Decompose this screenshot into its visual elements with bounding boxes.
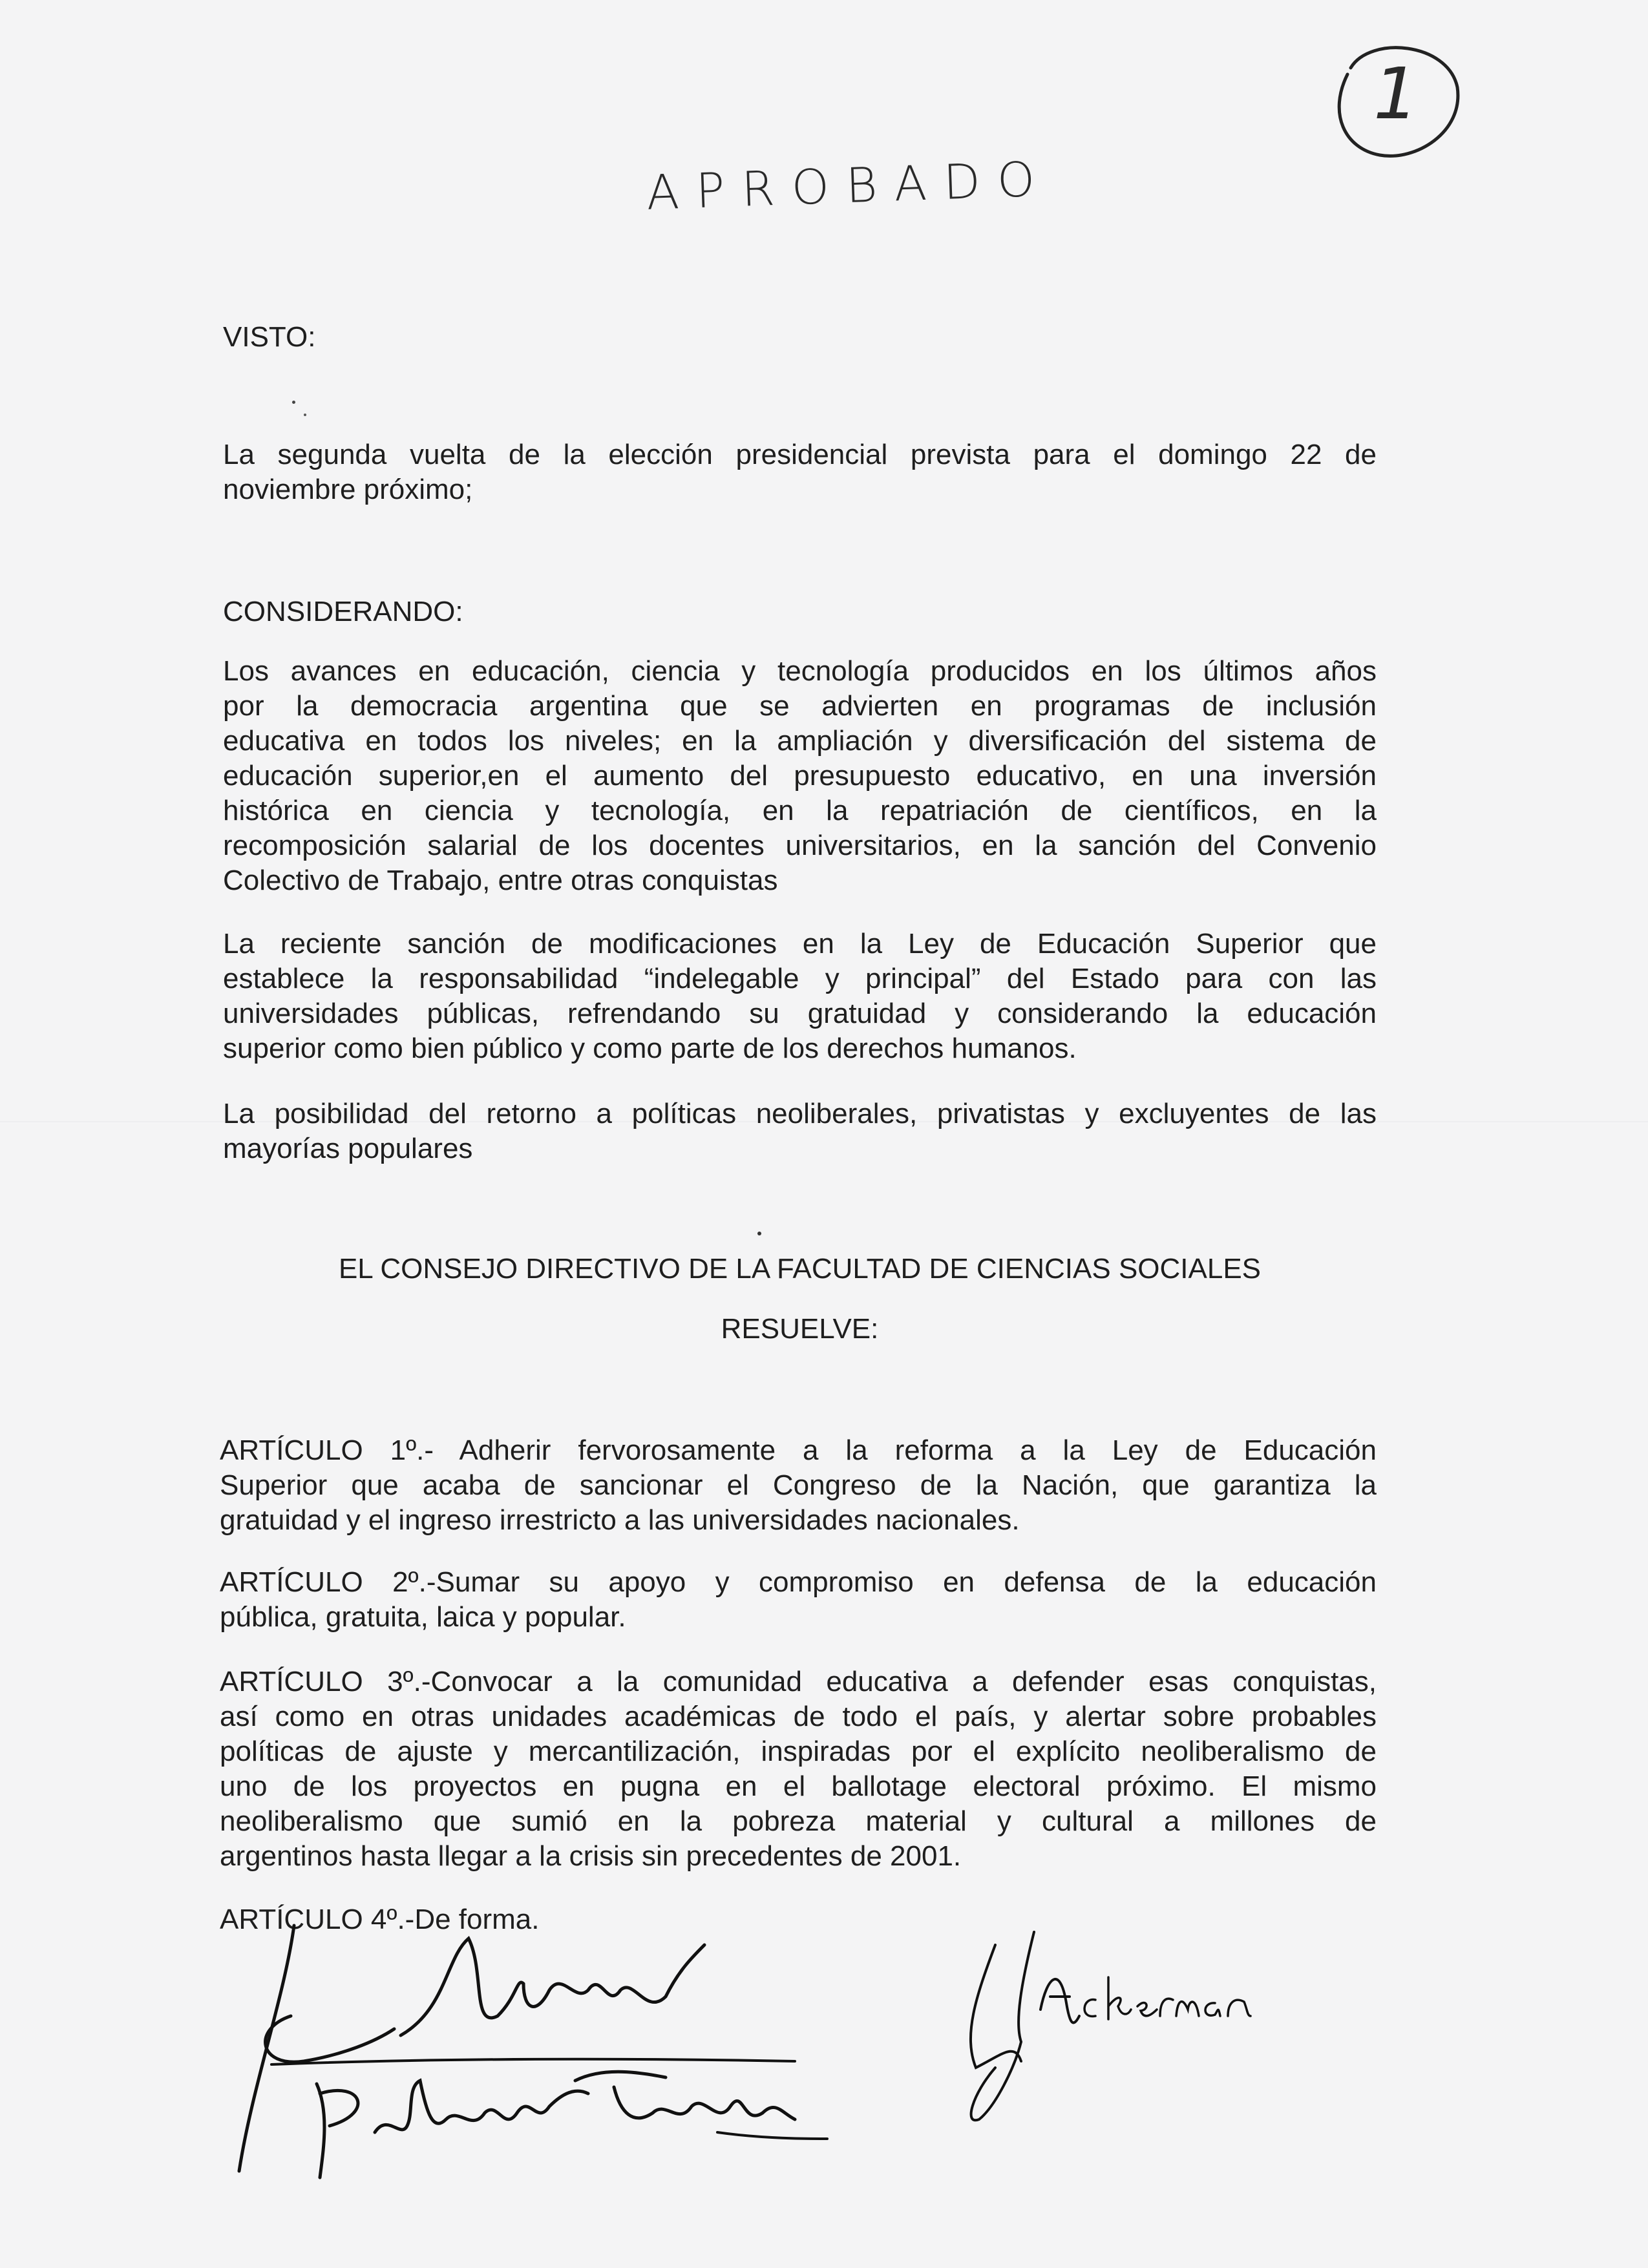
page-number: 1 — [1373, 52, 1419, 135]
considerando-line: histórica en ciencia y tecnología, en la repatriación de científicos, en la — [223, 795, 1377, 826]
article-line: ARTÍCULO 4º.-De forma. — [220, 1904, 540, 1935]
considerando-line: educación superior,en el aumento del presupuesto educativo, en una inversión — [223, 760, 1377, 792]
stray-mark — [757, 1232, 761, 1235]
considerando-line: recomposición salarial de los docentes universitarios, en la sanción del Convenio — [223, 830, 1377, 861]
stray-mark — [292, 401, 295, 404]
approved-stamp: APROBADO — [645, 151, 1053, 221]
considerando-line: La posibilidad del retorno a políticas neoliberales, privatistas y excluyentes de las — [223, 1098, 1377, 1129]
article-line: políticas de ajuste y mercantilización, inspiradas por el explícito neoliberalismo de — [220, 1736, 1377, 1767]
considerando-line: educativa en todos los niveles; en la ampliación y diversificación del sistema de — [223, 725, 1377, 757]
council-heading: EL CONSEJO DIRECTIVO DE LA FACULTAD DE CIENCIAS SOCIALES — [338, 1253, 1262, 1285]
considerando-line: superior como bien público y como parte de los derechos humanos. — [223, 1033, 1077, 1064]
stray-mark — [304, 414, 306, 416]
article-line: pública, gratuita, laica y popular. — [220, 1601, 626, 1633]
visto-heading: VISTO: — [223, 321, 316, 353]
signature-left — [213, 1919, 860, 2190]
considerando-line: universidades públicas, refrendando su gratuidad y considerando la educación — [223, 998, 1377, 1029]
considerando-line: establece la responsabilidad “indelegable y principal” del Estado para con las — [223, 963, 1377, 994]
article-line: argentinos hasta llegar a la crisis sin precedentes de 2001. — [220, 1840, 962, 1872]
article-line: así como en otras unidades académicas de todo el país, y alertar sobre probables — [220, 1701, 1377, 1732]
considerando-line: La reciente sanción de modificaciones en la Ley de Educación Superior que — [223, 928, 1377, 960]
considerando-line: Colectivo de Trabajo, entre otras conquistas — [223, 865, 778, 896]
article-line: gratuidad y el ingreso irrestricto a las universidades nacionales. — [220, 1504, 1020, 1536]
article-line: ARTÍCULO 2º.-Sumar su apoyo y compromiso en defensa de la educación — [220, 1566, 1377, 1598]
article-line: ARTÍCULO 1º.- Adherir fervorosamente a la reforma a la Ley de Educación — [220, 1434, 1377, 1466]
considerando-line: por la democracia argentina que se advierten en programas de inclusión — [223, 690, 1377, 722]
considerando-heading: CONSIDERANDO: — [223, 596, 463, 627]
resuelve-heading: RESUELVE: — [721, 1313, 879, 1345]
considerando-line: Los avances en educación, ciencia y tecnología producidos en los últimos años — [223, 655, 1377, 687]
signature-right — [924, 1926, 1273, 2132]
article-line: neoliberalismo que sumió en la pobreza material y cultural a millones de — [220, 1805, 1377, 1837]
article-line: uno de los proyectos en pugna en el ballotage electoral próximo. El mismo — [220, 1770, 1377, 1802]
article-line: Superior que acaba de sancionar el Congreso de la Nación, que garantiza la — [220, 1469, 1377, 1501]
visto-line: noviembre próximo; — [223, 474, 473, 505]
visto-line: La segunda vuelta de la elección presidencial prevista para el domingo 22 de — [223, 439, 1377, 470]
article-line: ARTÍCULO 3º.-Convocar a la comunidad educativa a defender esas conquistas, — [220, 1666, 1377, 1697]
considerando-line: mayorías populares — [223, 1133, 473, 1164]
